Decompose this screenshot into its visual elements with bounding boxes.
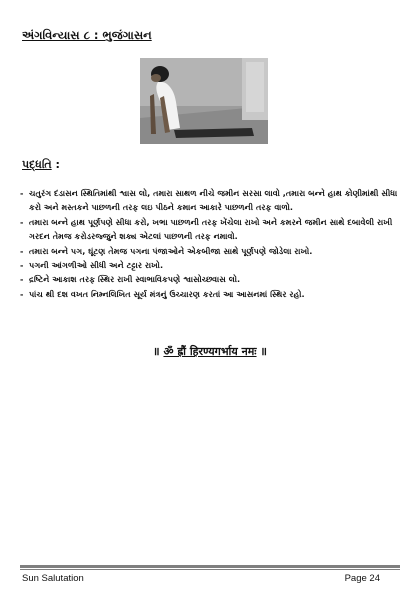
- cobra-pose-photo: [140, 58, 268, 144]
- page-heading: અંગવિન્યાસ ૮ : ભુજંગાસન: [22, 28, 152, 42]
- cobra-pose-illustration: [140, 58, 268, 144]
- sun-mantra: ॥ ॐ ह्रौं हिरण्यगर्भाय नमः ॥: [153, 345, 267, 358]
- step-item: - તમારા બન્ને હાથ પૂર્ણપણે સીધા કરો, ખભા પાછળની તરફ ખેંચેલા રાખો અને કમરને જમીન સાથે દબાવેલી રાખી ગરદન તેમજ કરોડરજ્જુને શક્ય એટલાં પાછળની તરફ નમાવો.: [20, 216, 393, 242]
- step-item: - પાંચ થી દશ વખત નિમ્નલિખિત સૂર્ય મંત્રનું ઉચ્ચારણ કરતાં આ આસનમાં સ્થિર રહો.: [20, 288, 305, 299]
- step-item: - પગની આંગળીઓ સીધી અને ટટ્ટાર રાખો.: [20, 260, 164, 271]
- step-text: પાંચ થી દશ વખત નિમ્નલિખિત સૂર્ય મંત્રનું ઉચ્ચારણ કરતાં આ આસનમાં સ્થિર રહો.: [29, 288, 305, 299]
- steps-list: [20, 186, 400, 301]
- footer-divider: [20, 565, 400, 568]
- page-number: Page 24: [344, 573, 380, 584]
- footer-divider-thin: [20, 569, 400, 570]
- step-item: - ચતુરંગ દંડાસન સ્થિતિમાંથી શ્વાસ લો, તમારા સાથળ નીચે જમીન સરસા લાવો ,તમારા બન્ને હાથ કોણીમાંથી સીધા કરો અને મસ્તકને પાછળની તરફ લઇ પીઠને કમાન આકારે પાછળની તરફ વાળો.: [20, 188, 398, 213]
- step-text: તમારા બન્ને પગ, ઘૂંટણ તેમજ પગના પંજાઓને એકબીજા સાથે પૂર્ણપણે જોડેલા રાખો.: [29, 245, 313, 256]
- step-text: દ્રષ્ટિને આકાશ તરફ સ્થિર રાખી સ્વાભાવિકપણે શ્વાસોચ્છ્વાસ લો.: [29, 274, 241, 285]
- footer-title: Sun Salutation: [22, 573, 84, 584]
- step-text: તમારા બન્ને હાથ પૂર્ણપણે સીધા કરો, ખભા પાછળની તરફ ખેંચેલા રાખો અને કમરને જમીન સાથે દબાવેલી રાખી ગરદન તેમજ કરોડરજ્જુને શક્ય એટલાં પાછળની તરફ નમાવો.: [29, 216, 393, 242]
- step-text: પગની આંગળીઓ સીધી અને ટટ્ટાર રાખો.: [29, 260, 164, 271]
- method-label: પદ્ધતિ :: [22, 158, 60, 171]
- step-item: - તમારા બન્ને પગ, ઘૂંટણ તેમજ પગના પંજાઓને એકબીજા સાથે પૂર્ણપણે જોડેલા રાખો.: [20, 245, 313, 256]
- step-item: - દ્રષ્ટિને આકાશ તરફ સ્થિર રાખી સ્વાભાવિકપણે શ્વાસોચ્છ્વાસ લો.: [20, 274, 241, 285]
- step-text: ચતુરંગ દંડાસન સ્થિતિમાંથી શ્વાસ લો, તમારા સાથળ નીચે જમીન સરસા લાવો ,તમારા બન્ને હાથ કોણીમાંથી સીધા કરો અને મસ્તકને પાછળની તરફ લઇ પીઠને કમાન આકારે પાછળની તરફ વાળો.: [29, 188, 398, 213]
